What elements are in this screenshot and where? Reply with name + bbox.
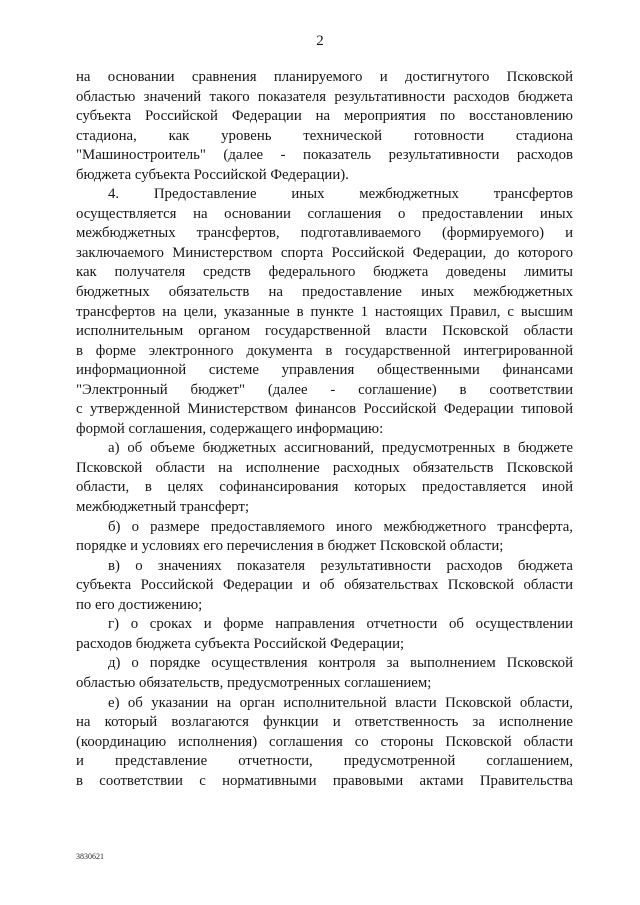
text-line: областью значений такого показателя результативности расходов бюджета: [76, 88, 573, 105]
text-line: порядке и условиях его перечисления в бюджет Псковской области;: [76, 538, 504, 555]
paragraph-item-4: [76, 185, 573, 439]
text-line: области, в целях софинансирования которых предоставляется иной: [76, 479, 573, 496]
text-line: д) о порядке осуществления контроля за выполнением Псковской: [108, 655, 573, 672]
text-line: трансфертов на цели, указанные в пункте 1 настоящих Правил, с высшим: [76, 303, 573, 320]
text-line: как получателя средств федерального бюджета доведены лимиты: [76, 264, 573, 281]
text-line: субъекта Российской Федерации на мероприятия по восстановлению: [76, 108, 573, 125]
text-line: исполнительным органом государственной власти Псковской области: [76, 323, 573, 340]
text-line: на который возлагаются функции и ответственность за исполнение: [76, 714, 573, 731]
text-line: г) о сроках и форме направления отчетности об осуществлении: [108, 616, 573, 633]
text-line: "Машиностроитель" (далее - показатель результативности расходов: [76, 147, 573, 164]
text-line: межбюджетный трансферт;: [76, 499, 250, 516]
text-line: по его достижению;: [76, 596, 203, 613]
text-line: с утвержденной Министерством финансов Российской Федерации типовой: [76, 401, 573, 418]
subitem-b: [76, 518, 573, 557]
text-line: бюджета субъекта Российской Федерации).: [76, 166, 349, 183]
text-line: стадиона, как уровень технической готовности стадиона: [76, 127, 573, 144]
text-line: межбюджетных трансфертов, подготавливаемого (формируемого) и: [76, 225, 573, 242]
paragraph-continuation: [76, 68, 573, 185]
text-line: формой соглашения, содержащего информацию:: [76, 420, 384, 437]
text-line: в форме электронного документа в государственной интегрированной: [76, 342, 573, 359]
text-line: "Электронный бюджет" (далее - соглашение) в соответствии: [76, 381, 573, 398]
text-line: в соответствии с нормативными правовыми актами Правительства: [76, 772, 573, 789]
text-line: (координацию исполнения) соглашения со стороны Псковской области: [76, 733, 573, 750]
page-number: 2: [316, 33, 324, 49]
text-line: е) об указании на орган исполнительной власти Псковской области,: [108, 694, 573, 711]
text-line: субъекта Российской Федерации и об обязательствах Псковской области: [76, 577, 573, 594]
text-line: бюджетных обязательств на предоставление иных межбюджетных: [76, 284, 573, 301]
text-line: в) о значениях показателя результативности расходов бюджета: [108, 557, 573, 574]
subitem-d: [76, 654, 573, 693]
subitem-v: [76, 557, 573, 616]
text-line: расходов бюджета субъекта Российской Федерации;: [76, 635, 405, 652]
document-code: 3830621: [76, 852, 104, 861]
text-line: б) о размере предоставляемого иного межбюджетного трансферта,: [108, 518, 573, 535]
subitem-a: [76, 439, 573, 517]
text-line: заключаемого Министерством спорта Российской Федерации, до которого: [76, 244, 573, 261]
text-line: информационной системе управления общественными финансами: [76, 362, 573, 379]
subitem-e: [76, 694, 573, 792]
text-line: 4. Предоставление иных межбюджетных трансфертов: [108, 186, 573, 203]
text-line: областью обязательств, предусмотренных соглашением;: [76, 674, 432, 691]
text-line: на основании сравнения планируемого и достигнутого Псковской: [76, 69, 573, 85]
text-line: Псковской области на исполнение расходных обязательств Псковской: [76, 459, 573, 476]
text-line: и представление отчетности, предусмотренной соглашением,: [76, 753, 573, 770]
text-line: а) об объеме бюджетных ассигнований, предусмотренных в бюджете: [108, 440, 573, 457]
subitem-g: [76, 615, 573, 654]
document-body: [76, 68, 573, 791]
text-line: осуществляется на основании соглашения о предоставлении иных: [76, 205, 573, 222]
